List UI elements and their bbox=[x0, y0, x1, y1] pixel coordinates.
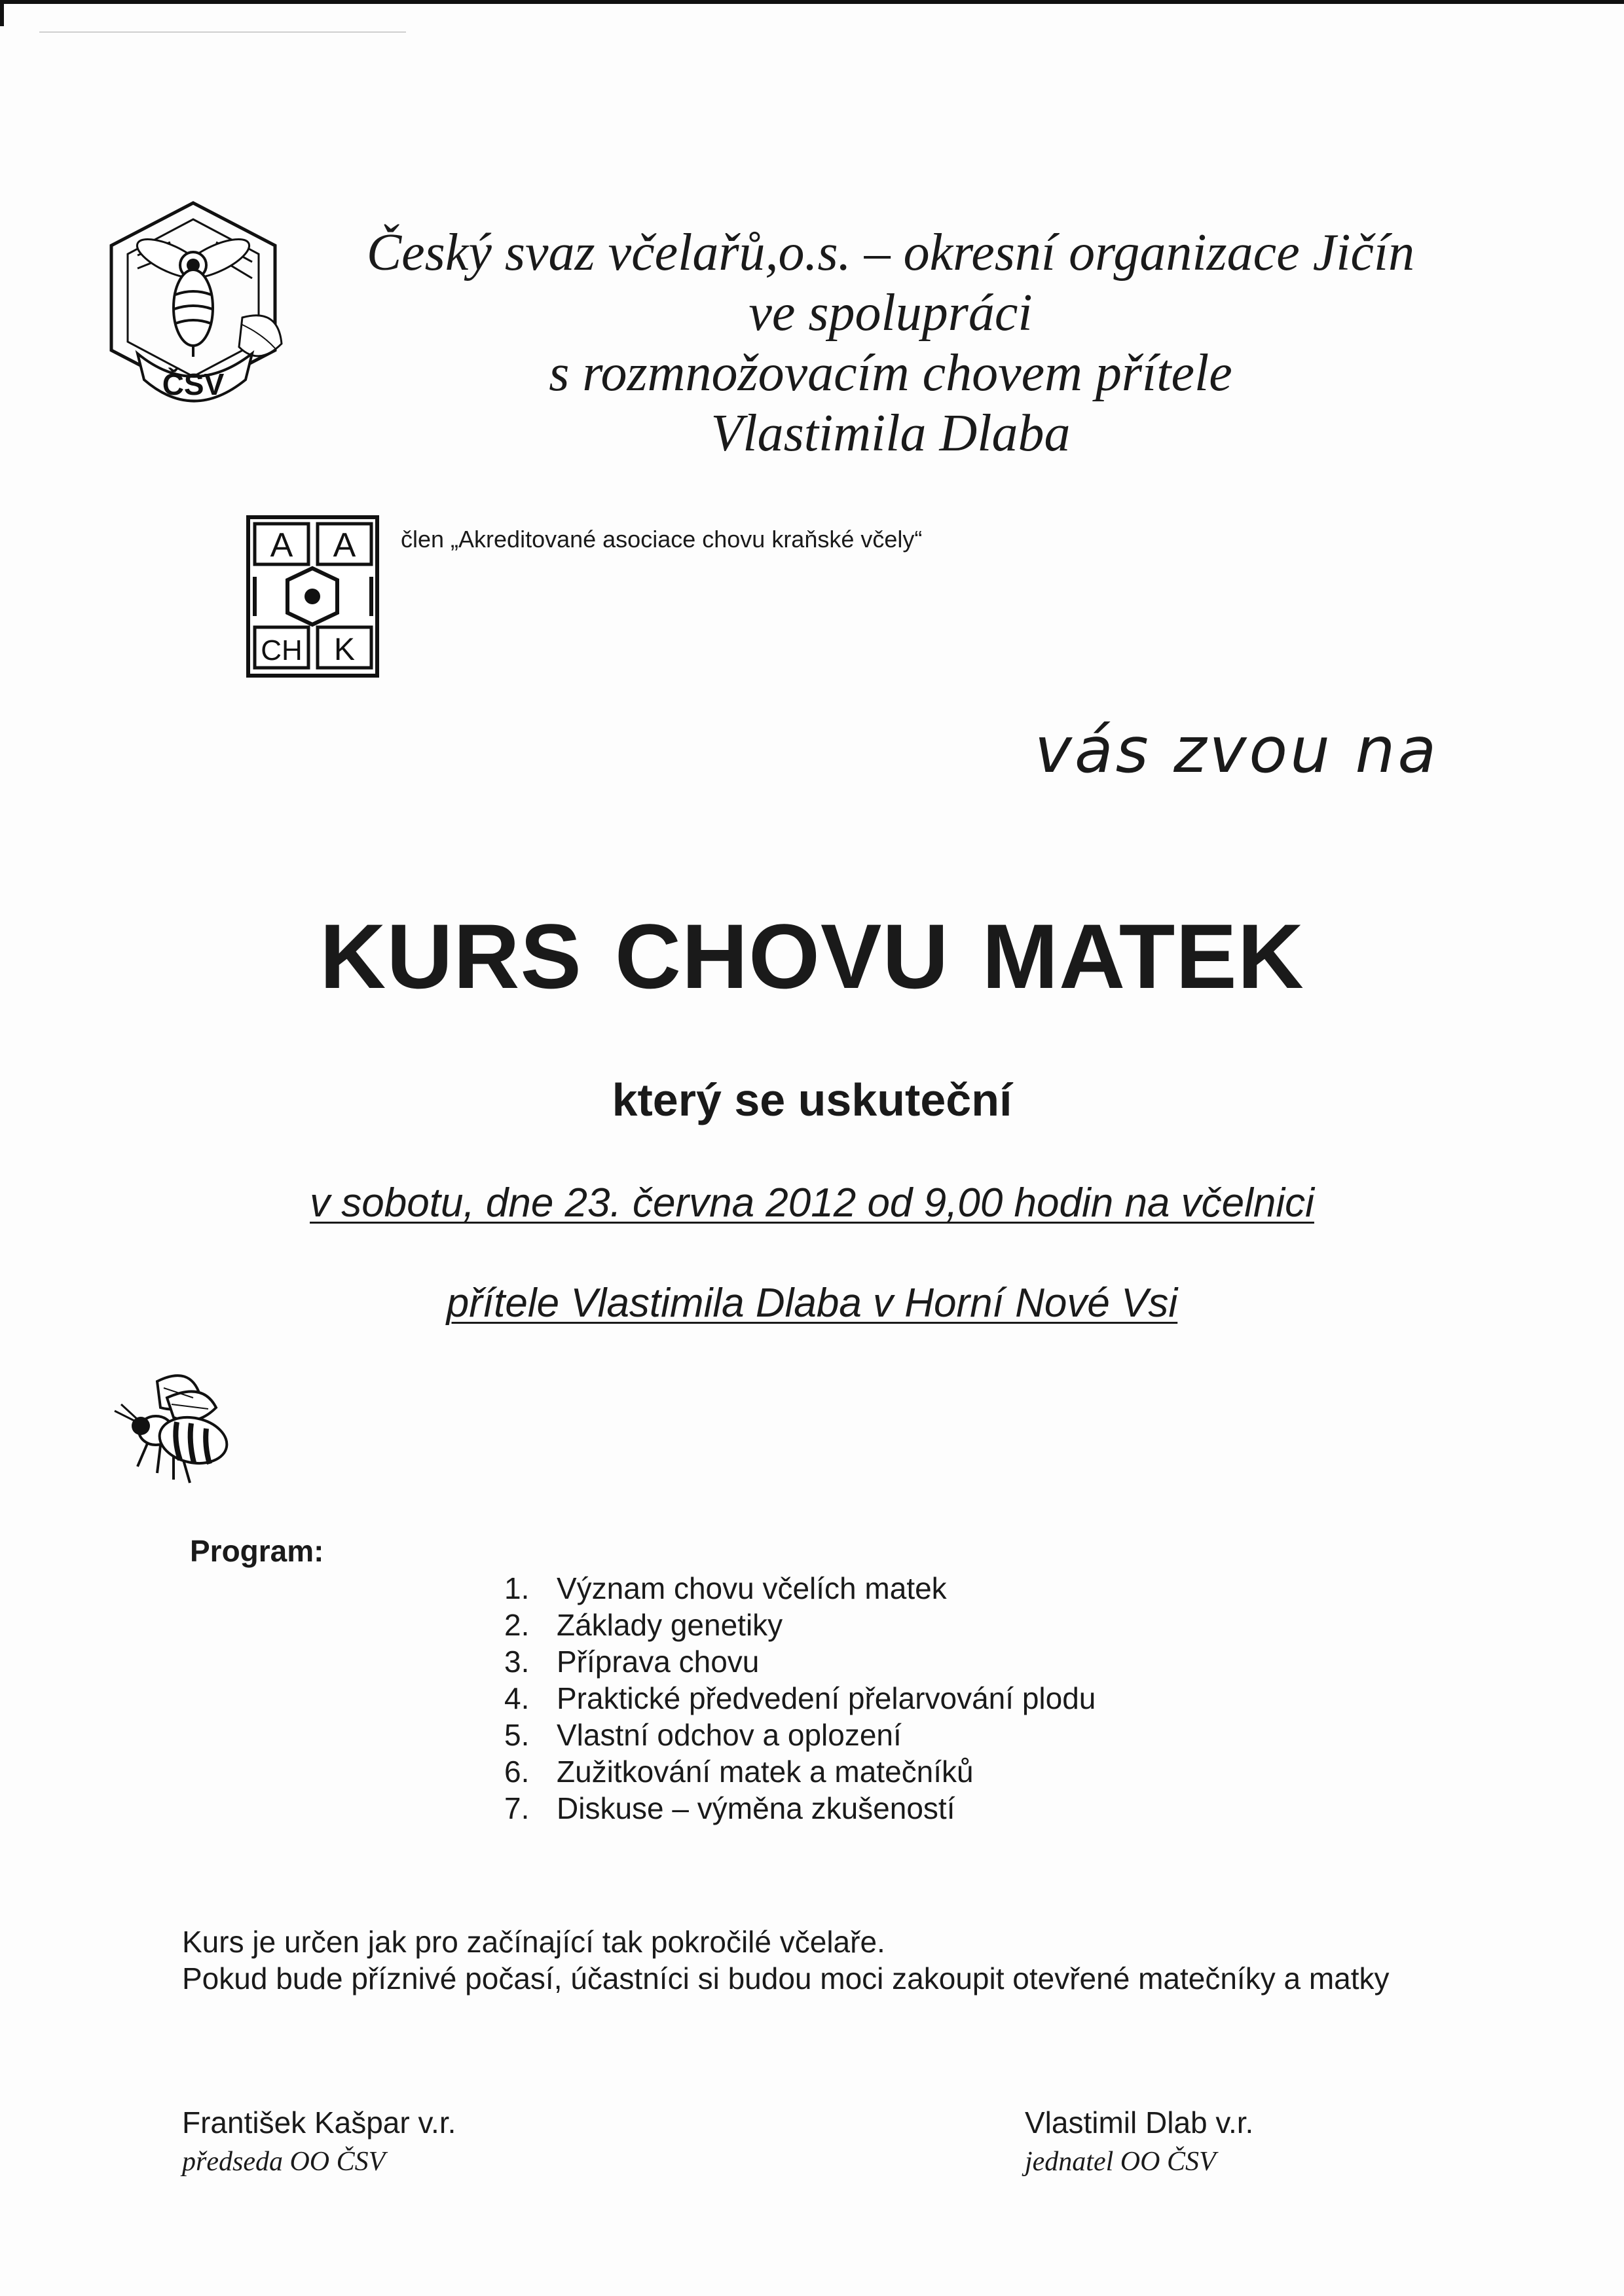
signature-left-name: František Kašpar v.r. bbox=[182, 2105, 456, 2140]
program-item-text: Praktické předvedení přelarvování plodu bbox=[557, 1681, 1096, 1715]
header-block bbox=[282, 223, 1500, 464]
signature-right-role: jednatel OO ČSV bbox=[1025, 2147, 1216, 2177]
program-item-number: 2. bbox=[504, 1608, 530, 1642]
aachk-letter-tr: A bbox=[333, 526, 356, 564]
course-title-word-3: MATEK bbox=[982, 905, 1304, 1008]
program-item bbox=[504, 1753, 1096, 1790]
signature-left-role: předseda OO ČSV bbox=[182, 2147, 386, 2177]
program-item-number: 1. bbox=[504, 1571, 530, 1605]
program-item-text: Příprava chovu bbox=[557, 1645, 760, 1679]
program-item-number: 4. bbox=[504, 1681, 530, 1715]
place-line bbox=[0, 1280, 1624, 1326]
signature-left bbox=[182, 2103, 456, 2181]
signature-right bbox=[1025, 2103, 1253, 2181]
program-item bbox=[504, 1717, 1096, 1753]
course-title-word-1: KURS bbox=[320, 905, 582, 1008]
program-item-text: Vlastní odchov a oplození bbox=[557, 1718, 902, 1752]
csv-logo-icon bbox=[98, 196, 288, 432]
date-line-text: v sobotu, dne 23. června 2012 od 9,00 hodin na včelnici bbox=[310, 1180, 1314, 1226]
note-line-2: Pokud bude příznivé počasí, účastníci si budou moci zakoupit otevřené matečníky a matky bbox=[182, 1961, 1390, 1995]
scan-border-left bbox=[0, 0, 4, 26]
course-title bbox=[0, 903, 1624, 1010]
program-item-text: Význam chovu včelích matek bbox=[557, 1571, 947, 1605]
header-line-1: Český svaz včelařů,o.s. – okresní organizace Jičín bbox=[366, 224, 1415, 282]
scan-artifact-line bbox=[39, 31, 406, 33]
program-item-number: 7. bbox=[504, 1791, 530, 1825]
program-item-text: Zužitkování matek a matečníků bbox=[557, 1755, 974, 1789]
program-item-number: 6. bbox=[504, 1755, 530, 1789]
place-line-text: přítele Vlastimila Dlaba v Horní Nové Vsi bbox=[446, 1281, 1178, 1326]
csv-logo-text: ČSV bbox=[162, 367, 225, 401]
header-line-2: ve spolupráci bbox=[748, 284, 1033, 342]
signature-right-name: Vlastimil Dlab v.r. bbox=[1025, 2105, 1254, 2140]
header-line-3: s rozmnožovacím chovem přítele bbox=[549, 344, 1232, 402]
program-item bbox=[504, 1570, 1096, 1607]
aachk-logo-icon bbox=[246, 515, 380, 678]
program-item-number: 3. bbox=[504, 1645, 530, 1679]
subtitle: který se uskuteční bbox=[612, 1074, 1012, 1125]
aachk-letter-br: K bbox=[333, 632, 356, 667]
program-item bbox=[504, 1643, 1096, 1680]
program-item bbox=[504, 1790, 1096, 1827]
program-label: Program: bbox=[190, 1534, 324, 1568]
program-item-text: Základy genetiky bbox=[557, 1608, 783, 1642]
course-note bbox=[182, 1923, 1390, 1997]
scan-border-top bbox=[0, 0, 1624, 4]
course-title-word-2: CHOVU bbox=[614, 905, 950, 1008]
program-item-text: Diskuse – výměna zkušeností bbox=[557, 1791, 955, 1825]
aachk-letter-bl: CH bbox=[261, 634, 303, 666]
program-item bbox=[504, 1607, 1096, 1643]
header-line-4: Vlastimila Dlaba bbox=[710, 405, 1071, 462]
program-item bbox=[504, 1680, 1096, 1717]
program-item-number: 5. bbox=[504, 1718, 530, 1752]
aachk-letter-tl: A bbox=[270, 526, 293, 564]
invite-text: vás zvou na bbox=[1035, 714, 1439, 787]
date-line bbox=[0, 1180, 1624, 1226]
membership-text: člen „Akreditované asociace chovu kraňské včely“ bbox=[401, 526, 923, 553]
note-line-1: Kurs je určen jak pro začínající tak pokročilé včelaře. bbox=[182, 1925, 885, 1959]
bee-icon bbox=[111, 1368, 242, 1499]
program-list bbox=[504, 1570, 1096, 1827]
